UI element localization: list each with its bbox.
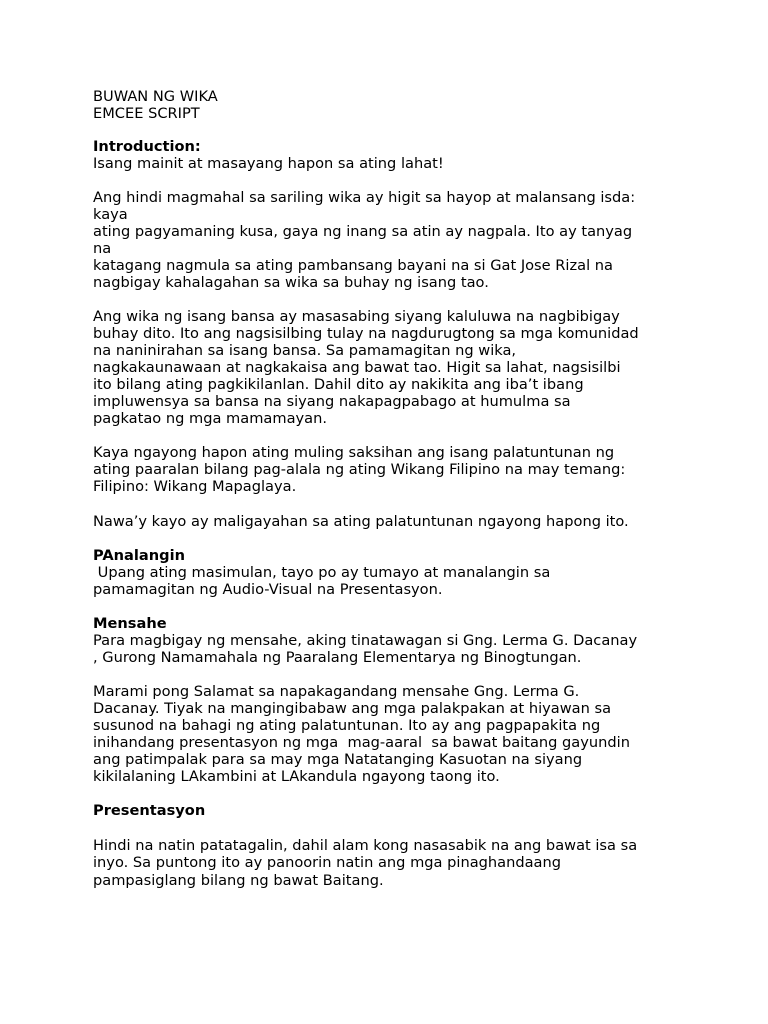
mensahe-p2-line: ang patimpalak para sa may mga Natatanging Kasuotan na siyang [93, 751, 583, 768]
intro-p2-line: pagkatao ng mga mamamayan. [93, 410, 327, 427]
intro-p3-line: Filipino: Wikang Mapaglaya. [93, 478, 297, 495]
panalangin-line: Upang ating masimulan, tayo po ay tumayo at manalangin sa [93, 564, 551, 581]
mensahe-p1-line: , Gurong Namamahala ng Paaralang Elementarya ng Binogtungan. [93, 649, 582, 666]
intro-p2-line: na naninirahan sa isang bansa. Sa pamamagitan ng wika, [93, 342, 517, 359]
mensahe-heading: Mensahe [93, 615, 167, 632]
introduction-heading: Introduction: [93, 138, 201, 155]
mensahe-p2-line: kikilalaning LAkambini at LAkandula ngayong taong ito. [93, 768, 500, 785]
intro-p2-line: Ang wika ng isang bansa ay masasabing siyang kaluluwa na nagbibigay [93, 308, 620, 325]
mensahe-p1-line: Para magbigay ng mensahe, aking tinatawagan si Gng. Lerma G. Dacanay [93, 632, 638, 649]
presentasyon-line: Hindi na natin patatagalin, dahil alam kong nasasabik na ang bawat isa sa [93, 837, 638, 854]
presentasyon-line: inyo. Sa puntong ito ay panoorin natin ang mga pinaghandaang [93, 854, 562, 871]
intro-p2-line: buhay dito. Ito ang nagsisilbing tulay na nagdurugtong sa mga komunidad [93, 325, 639, 342]
intro-p2-line: nagkakaunawaan at nagkakaisa ang bawat tao. Higit sa lahat, nagsisilbi [93, 359, 621, 376]
intro-p4-line: Nawa’y kayo ay maligayahan sa ating palatuntunan ngayong hapong ito. [93, 513, 629, 530]
panalangin-line: pamamagitan ng Audio-Visual na Presentasyon. [93, 581, 443, 598]
intro-p1-line: katagang nagmula sa ating pambansang bayani na si Gat Jose Rizal na [93, 257, 613, 274]
intro-p1-line: na [93, 240, 112, 257]
intro-p1-line: ating pagyamaning kusa, gaya ng inang sa atin ay nagpala. Ito ay tanyag [93, 223, 633, 240]
intro-p2-line: ito bilang ating pagkikilanlan. Dahil dito ay nakikita ang iba’t ibang [93, 376, 584, 393]
mensahe-p2-line: Marami pong Salamat sa napakagandang mensahe Gng. Lerma G. [93, 683, 580, 700]
panalangin-heading: PAnalangin [93, 547, 185, 564]
intro-p3-line: Kaya ngayong hapon ating muling saksihan ang isang palatuntunan ng [93, 444, 615, 461]
presentasyon-line: pampasiglang bilang ng bawat Baitang. [93, 872, 384, 889]
intro-p3-line: ating paaralan bilang pag-alala ng ating Wikang Filipino na may temang: [93, 461, 626, 478]
intro-p1-line: kaya [93, 206, 128, 223]
mensahe-p2-line: Dacanay. Tiyak na mangingibabaw ang mga palakpakan at hiyawan sa [93, 700, 612, 717]
presentasyon-heading: Presentasyon [93, 802, 206, 819]
intro-p1-line: Ang hindi magmahal sa sariling wika ay higit sa hayop at malansang isda: [93, 189, 636, 206]
document-subtitle: EMCEE SCRIPT [93, 105, 200, 122]
mensahe-p2-line: susunod na bahagi ng ating palatuntunan. Ito ay ang pagpapakita ng [93, 717, 601, 734]
intro-p2-line: impluwensya sa bansa na siyang nakapagpabago at humulma sa [93, 393, 571, 410]
introduction-greeting: Isang mainit at masayang hapon sa ating lahat! [93, 155, 444, 172]
mensahe-p2-line: inihandang presentasyon ng mga mag-aaral sa bawat baitang gayundin [93, 734, 630, 751]
intro-p1-line: nagbigay kahalagahan sa wika sa buhay ng isang tao. [93, 274, 489, 291]
document-title: BUWAN NG WIKA [93, 88, 218, 105]
